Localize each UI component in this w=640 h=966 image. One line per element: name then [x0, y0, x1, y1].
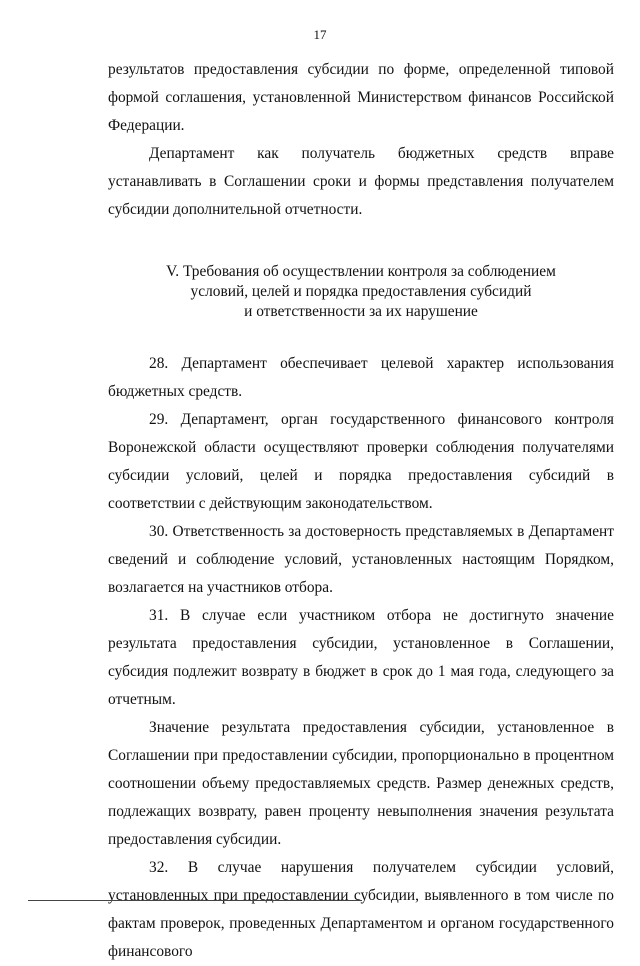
paragraph-32: 32. В случае нарушения получателем субсидии условий, установленных при предоставлении субсидии, выявленного в том числе по фактам проверок, проведенных Департаментом и органом государственного финансового — [108, 859, 614, 960]
paragraph-continuation: результатов предоставления субсидии по форме, определенной типовой формой соглашения, установленной Министерством финансов Российской Федерации. — [108, 61, 614, 134]
paragraph-result-value: Значение результата предоставления субсидии, установленное в Соглашении при предоставлении субсидии, пропорционально в процентном соотношении объему предоставляемых средств. Размер денежных средств, подлежащих возврату, равен проценту невыполнения значения результата предоставления субсидии. — [108, 719, 614, 848]
paragraph-31: 31. В случае если участником отбора не достигнуто значение результата предоставления субсидии, установленное в Соглашении, субсидия подлежит возврату в бюджет в срок до 1 мая года, следующего за отчетным. — [108, 607, 614, 708]
section-heading-line-3: и ответственности за их нарушение — [244, 303, 478, 320]
page-number: 17 — [313, 27, 327, 42]
footer-divider — [28, 900, 362, 901]
section-heading — [108, 262, 614, 322]
paragraph-29: 29. Департамент, орган государственного финансового контроля Воронежской области осуществляют проверки соблюдения получателями субсидии условий, целей и порядка предоставления субсидий в соответствии с действующим законодательством. — [108, 411, 614, 512]
section-heading-line-1: V. Требования об осуществлении контроля за соблюдением — [166, 263, 556, 280]
paragraph-30: 30. Ответственность за достоверность представляемых в Департамент сведений и соблюдение условий, установленных настоящим Порядком, возлагается на участников отбора. — [108, 523, 614, 596]
paragraph-reporting: Департамент как получатель бюджетных средств вправе устанавливать в Соглашении сроки и формы представления получателем субсидии дополнительной отчетности. — [108, 145, 614, 218]
paragraph-28: 28. Департамент обеспечивает целевой характер использования бюджетных средств. — [108, 355, 614, 400]
document-body — [108, 56, 614, 966]
section-heading-line-2: условий, целей и порядка предоставления субсидий — [190, 283, 532, 300]
